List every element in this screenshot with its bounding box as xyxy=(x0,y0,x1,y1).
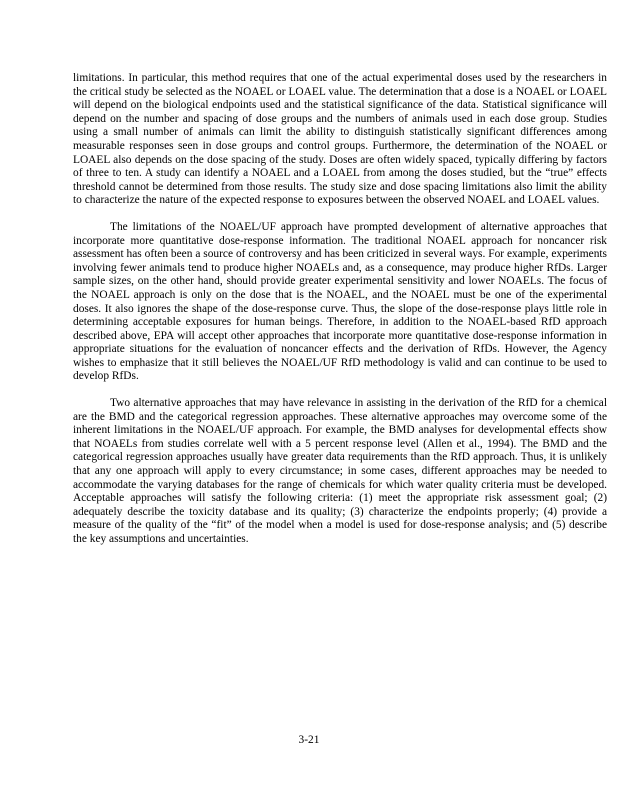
paragraph-noael-uf-limitations: The limitations of the NOAEL/UF approach have prompted development of alternative approaches that incorporate more quantitative dose-response information. The traditional NOAEL approach for noncancer risk assessment has often been a source of controversy and has been criticized in several ways. For example, experiments involving fewer animals tend to produce higher NOAELs and, as a consequence, may produce higher RfDs. Larger sample sizes, on the other hand, should provide greater experimental sensitivity and lower NOAELs. The focus of the NOAEL approach is only on the dose that is the NOAEL, and the NOAEL must be one of the experimental doses. It also ignores the shape of the dose-response curve. Thus, the slope of the dose-response plays little role in determining acceptable exposures for human beings. Therefore, in addition to the NOAEL-based RfD approach described above, EPA will accept other approaches that incorporate more quantitative dose-response information in appropriate situations for the evaluation of noncancer effects and the derivation of RfDs. However, the Agency wishes to emphasize that it still believes the NOAEL/UF RfD methodology is valid and can continue to be used to develop RfDs. xyxy=(73,220,607,383)
paragraph-alternative-approaches: Two alternative approaches that may have relevance in assisting in the derivation of the RfD for a chemical are the BMD and the categorical regression approaches. These alternative approaches may overcome some of the inherent limitations in the NOAEL/UF approach. For example, the BMD analyses for developmental effects show that NOAELs from studies correlate well with a 5 percent response level (Allen et al., 1994). The BMD and the categorical regression approaches usually have greater data requirements than the RfD approach. Thus, it is unlikely that any one approach will apply to every circumstance; in some cases, different approaches may be needed to accommodate the varying databases for the range of chemicals for which water quality criteria must be developed. Acceptable approaches will satisfy the following criteria: (1) meet the appropriate risk assessment goal; (2) adequately describe the toxicity database and its quality; (3) characterize the endpoints properly; (4) provide a measure of the quality of the “fit” of the model when a model is used for dose-response analysis; and (5) describe the key assumptions and uncertainties. xyxy=(73,397,607,545)
body-text xyxy=(73,72,607,560)
paragraph-limitations: limitations. In particular, this method requires that one of the actual experimental doses used by the researchers in the critical study be selected as the NOAEL or LOAEL value. The determination that a dose is a NOAEL or LOAEL will depend on the biological endpoints used and the statistical significance of the data. Statistical significance will depend on the number and spacing of dose groups and the numbers of animals used in each dose group. Studies using a small number of animals can limit the ability to distinguish statistically significant differences among measurable responses seen in dose groups and control groups. Furthermore, the determination of the NOAEL or LOAEL also depends on the dose spacing of the study. Doses are often widely spaced, typically differing by factors of three to ten. A study can identify a NOAEL and a LOAEL from among the doses studied, but the “true” effects threshold cannot be determined from those results. The study size and dose spacing limitations also limit the ability to characterize the nature of the expected response to exposures between the observed NOAEL and LOAEL values. xyxy=(73,72,607,207)
page-number: 3-21 xyxy=(298,734,320,746)
